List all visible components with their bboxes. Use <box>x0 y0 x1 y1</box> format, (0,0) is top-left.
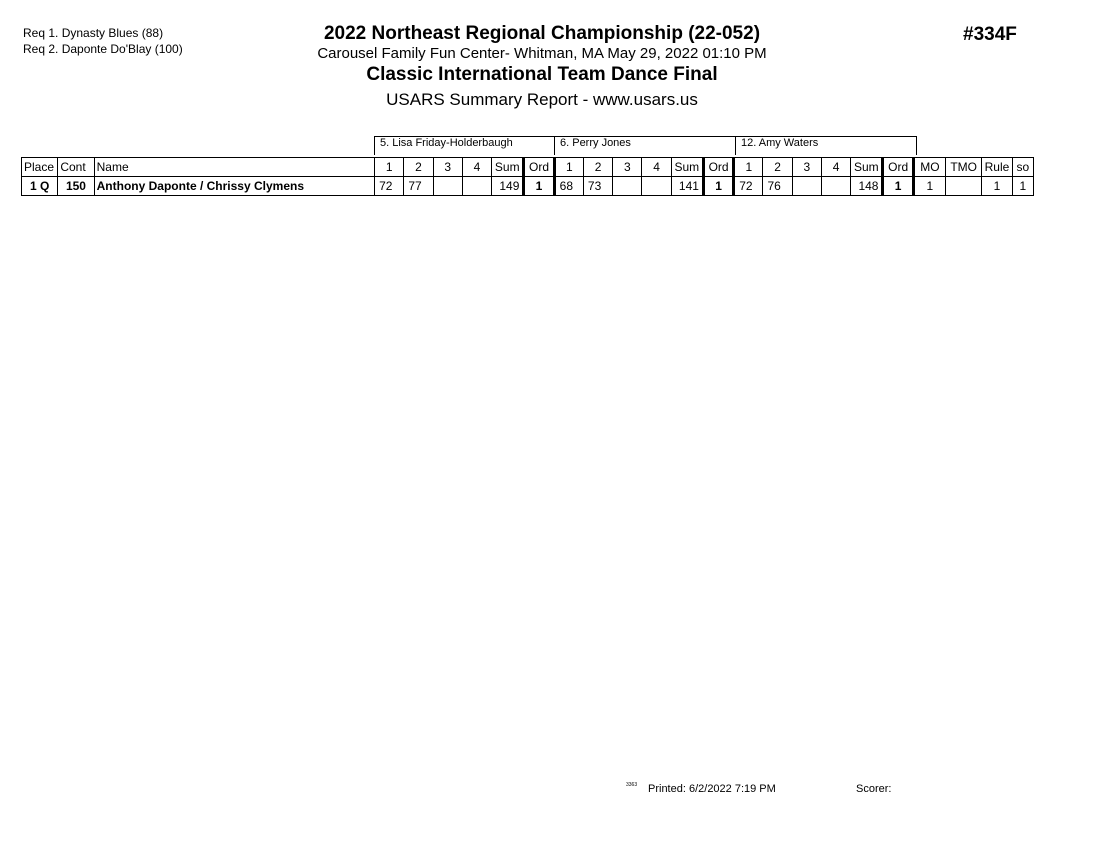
col-judge1-ord: Ord <box>524 158 554 177</box>
judge3-score-2: 76 <box>763 177 792 196</box>
col-judge1-4: 4 <box>462 158 491 177</box>
col-judge3-ord: Ord <box>883 158 913 177</box>
judge1-score-1: 72 <box>375 177 404 196</box>
col-judge3-1: 1 <box>734 158 763 177</box>
judge3-score-1: 72 <box>734 177 763 196</box>
col-rule: Rule <box>982 158 1012 177</box>
requirement-2: Req 2. Daponte Do'Blay (100) <box>23 42 183 56</box>
col-judge1-sum: Sum <box>492 158 524 177</box>
judge2-score-2: 73 <box>583 177 612 196</box>
col-judge1-1: 1 <box>375 158 404 177</box>
place-cell: 1 Q <box>22 177 58 196</box>
col-name: Name <box>94 158 374 177</box>
judge1-ord: 1 <box>524 177 554 196</box>
judge-2-name: 6. Perry Jones <box>555 137 736 156</box>
col-cont: Cont <box>58 158 94 177</box>
judge3-sum: 148 <box>851 177 883 196</box>
col-judge2-4: 4 <box>642 158 671 177</box>
rule-cell: 1 <box>982 177 1012 196</box>
col-so: so <box>1012 158 1033 177</box>
judge1-sum: 149 <box>492 177 524 196</box>
judge-1-name: 5. Lisa Friday-Holderbaugh <box>375 137 555 156</box>
col-judge1-3: 3 <box>433 158 462 177</box>
competition-title: 2022 Northeast Regional Championship (22-052) <box>323 23 761 44</box>
col-mo: MO <box>913 158 945 177</box>
tmo-cell <box>946 177 982 196</box>
cont-cell: 150 <box>58 177 94 196</box>
judge3-ord: 1 <box>883 177 913 196</box>
judge2-ord: 1 <box>703 177 733 196</box>
judge3-score-3 <box>792 177 821 196</box>
judge1-score-2: 77 <box>404 177 433 196</box>
judge2-score-1: 68 <box>554 177 583 196</box>
col-tmo: TMO <box>946 158 982 177</box>
col-judge3-3: 3 <box>792 158 821 177</box>
col-judge3-2: 2 <box>763 158 792 177</box>
report-title: USARS Summary Report - www.usars.us <box>386 90 698 109</box>
header-row <box>22 158 1034 177</box>
col-judge2-1: 1 <box>554 158 583 177</box>
printed-timestamp: Printed: 6/2/2022 7:19 PM <box>648 783 776 795</box>
event-number: #334F <box>963 24 1017 45</box>
col-judge2-sum: Sum <box>671 158 703 177</box>
event-title: Classic International Team Dance Final <box>366 64 718 85</box>
judge-header <box>374 136 917 155</box>
col-place: Place <box>22 158 58 177</box>
table-row <box>22 177 1034 196</box>
judge1-score-4 <box>462 177 491 196</box>
judge2-sum: 141 <box>671 177 703 196</box>
so-cell: 1 <box>1012 177 1033 196</box>
name-cell: Anthony Daponte / Chrissy Clymens <box>94 177 374 196</box>
judge2-score-4 <box>642 177 671 196</box>
judge-3-name: 12. Amy Waters <box>736 137 917 156</box>
judge1-score-3 <box>433 177 462 196</box>
col-judge2-ord: Ord <box>703 158 733 177</box>
col-judge3-sum: Sum <box>851 158 883 177</box>
scorer-label: Scorer: <box>856 783 892 795</box>
col-judge3-4: 4 <box>821 158 850 177</box>
mo-cell: 1 <box>913 177 945 196</box>
col-judge1-2: 2 <box>404 158 433 177</box>
col-judge2-3: 3 <box>613 158 642 177</box>
judge3-score-4 <box>821 177 850 196</box>
requirement-1: Req 1. Dynasty Blues (88) <box>23 26 164 40</box>
footer-code: 3363 <box>626 782 638 788</box>
score-table <box>21 157 1034 196</box>
venue-line: Carousel Family Fun Center- Whitman, MA May 29, 2022 01:10 PM <box>317 45 767 62</box>
judge2-score-3 <box>613 177 642 196</box>
col-judge2-2: 2 <box>583 158 612 177</box>
